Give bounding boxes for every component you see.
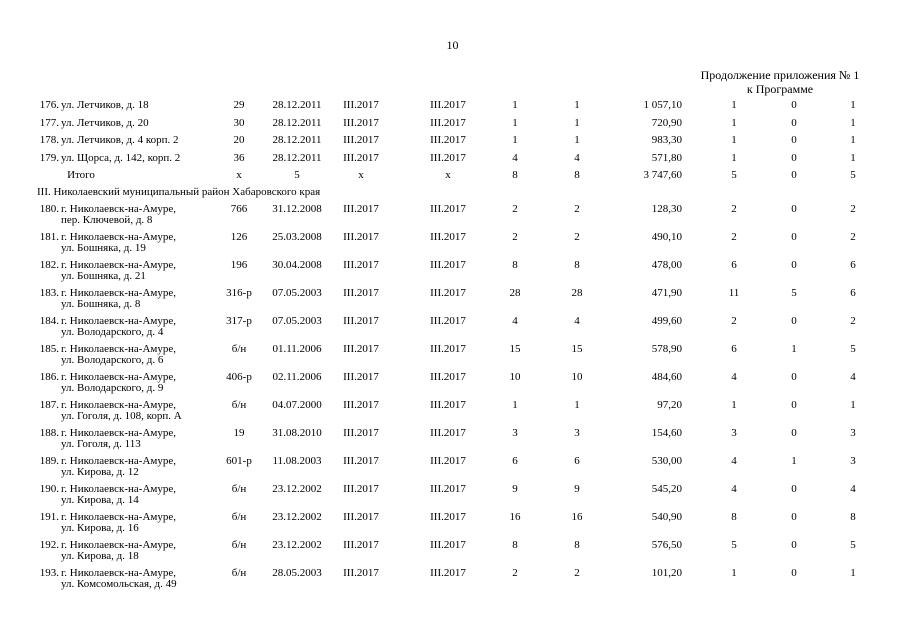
cell-doc-number: 20 <box>233 134 245 146</box>
cell-count-x: 2 <box>731 203 737 215</box>
cell-count-z: 1 <box>850 567 856 579</box>
address-line: ул. Володарского, д. 9 <box>61 382 164 394</box>
cell-doc-number: 766 <box>230 203 248 215</box>
cell-doc-date: 31.08.2010 <box>272 427 322 439</box>
cell-count-a: 28 <box>509 287 521 299</box>
cell-address <box>61 540 221 562</box>
cell-row-number: 182. <box>39 259 59 271</box>
cell-plan-start: III.2017 <box>343 203 379 215</box>
cell-count-x: 2 <box>731 231 737 243</box>
cell-count-z: 1 <box>850 116 856 129</box>
cell-plan-start: III.2017 <box>343 259 379 271</box>
cell-doc-date: 30.04.2008 <box>272 259 322 271</box>
cell-area: 490,10 <box>651 231 682 243</box>
cell-count-b: 28 <box>571 287 583 299</box>
cell-doc-number: 19 <box>233 427 245 439</box>
cell-count-y: 0 <box>791 116 797 129</box>
cell-plan-end: III.2017 <box>430 343 466 355</box>
cell-count-a: 2 <box>512 567 518 579</box>
cell-count-y: 0 <box>791 427 797 439</box>
cell-doc-number: б/н <box>231 539 247 551</box>
address-line: ул. Гоголя, д. 113 <box>61 438 141 450</box>
cell-count-a: 16 <box>509 511 521 523</box>
cell-plan-start: III.2017 <box>343 483 379 495</box>
cell-count-b: 6 <box>574 455 580 467</box>
cell-plan-end: III.2017 <box>430 399 466 411</box>
cell-count-b: 1 <box>574 399 580 411</box>
cell-doc-number: б/н <box>231 343 247 355</box>
cell-doc-number: б/н <box>231 483 247 495</box>
cell-count-z: 3 <box>850 455 856 467</box>
cell-count-y: 0 <box>791 259 797 271</box>
cell-row-number: 176. <box>39 99 59 111</box>
cell-count-b: 15 <box>571 343 583 355</box>
cell-plan-start: III.2017 <box>343 455 379 467</box>
cell-plan-start: III.2017 <box>343 99 379 111</box>
cell-count-z: 6 <box>850 259 856 271</box>
cell-plan-end: III.2017 <box>430 427 466 439</box>
cell-plan-start: III.2017 <box>343 287 379 299</box>
cell-area: 1 057,10 <box>643 99 682 111</box>
cell-doc-number: 126 <box>230 231 248 243</box>
cell-doc-date: 11.08.2003 <box>272 455 322 467</box>
cell-row-number: 187. <box>39 399 59 411</box>
cell-address <box>61 135 221 146</box>
cell-address <box>61 100 221 111</box>
cell-doc-number: б/н <box>231 399 247 411</box>
cell-count-y: 0 <box>791 399 797 411</box>
cell-plan-start: III.2017 <box>343 231 379 243</box>
cell-count-y: 0 <box>791 539 797 551</box>
address-line: ул. Володарского, д. 4 <box>61 326 164 338</box>
cell-count-y: 5 <box>791 287 797 299</box>
cell-count-a: 8 <box>512 539 518 551</box>
cell-count-z: 1 <box>850 399 856 411</box>
cell-doc-date: 28.05.2003 <box>272 567 322 579</box>
cell-count-y: 0 <box>791 99 797 111</box>
cell-plan-end: III.2017 <box>430 511 466 523</box>
cell-count-b: 2 <box>574 231 580 243</box>
cell-doc-number: х <box>236 169 242 181</box>
cell-count-z: 2 <box>850 231 856 243</box>
cell-plan-end: III.2017 <box>430 315 466 327</box>
cell-count-y: 1 <box>791 455 797 467</box>
cell-plan-end: х <box>445 169 451 181</box>
address-line: г. Николаевск-на-Амуре, <box>61 259 176 271</box>
address-line: ул. Бошняка, д. 8 <box>61 298 141 310</box>
cell-plan-end: III.2017 <box>430 455 466 467</box>
address-line: г. Николаевск-на-Амуре, <box>61 203 176 215</box>
cell-doc-date: 23.12.2002 <box>272 539 322 551</box>
cell-plan-end: III.2017 <box>430 483 466 495</box>
cell-doc-date: 28.12.2011 <box>272 116 322 129</box>
cell-count-z: 1 <box>850 134 856 146</box>
address-line: г. Николаевск-на-Амуре, <box>61 427 176 439</box>
cell-count-z: 4 <box>850 371 856 383</box>
cell-count-b: 4 <box>574 315 580 327</box>
cell-address <box>61 260 221 282</box>
cell-count-b: 1 <box>574 99 580 111</box>
cell-row-number: 181. <box>39 231 59 243</box>
cell-count-b: 10 <box>571 371 583 383</box>
appendix-caption-line1: Продолжение приложения № 1 <box>700 68 860 82</box>
cell-doc-number: 316-р <box>226 287 252 299</box>
cell-address <box>61 288 221 310</box>
cell-plan-end: III.2017 <box>430 203 466 215</box>
cell-count-b: 3 <box>574 427 580 439</box>
cell-count-x: 5 <box>731 169 737 181</box>
cell-count-x: 1 <box>731 116 737 129</box>
cell-row-number: 184. <box>39 315 59 327</box>
cell-doc-date: 25.03.2008 <box>272 231 322 243</box>
cell-row-number: 188. <box>39 427 59 439</box>
cell-count-b: 1 <box>574 134 580 146</box>
cell-plan-start: х <box>358 169 364 181</box>
cell-plan-start: III.2017 <box>343 427 379 439</box>
cell-row-number: 192. <box>39 539 59 551</box>
cell-plan-end: III.2017 <box>430 371 466 383</box>
cell-doc-number: 317-р <box>226 315 252 327</box>
cell-count-y: 0 <box>791 511 797 523</box>
address-line: г. Николаевск-на-Амуре, <box>61 539 176 551</box>
address-line: ул. Кирова, д. 14 <box>61 494 139 506</box>
address-line: г. Николаевск-на-Амуре, <box>61 567 176 579</box>
cell-doc-date: 28.12.2011 <box>272 134 322 146</box>
cell-area: 478,00 <box>651 259 682 271</box>
address-line: ул. Кирова, д. 18 <box>61 550 139 562</box>
cell-plan-start: III.2017 <box>343 399 379 411</box>
cell-count-x: 8 <box>731 511 737 523</box>
cell-area: 545,20 <box>651 483 682 495</box>
cell-address <box>61 316 221 338</box>
cell-doc-number: б/н <box>231 511 247 523</box>
cell-area: 720,90 <box>651 116 682 129</box>
cell-row-number: 177. <box>39 116 59 129</box>
address-line: г. Николаевск-на-Амуре, <box>61 315 176 327</box>
cell-address <box>61 484 221 506</box>
cell-plan-start: III.2017 <box>343 567 379 579</box>
section-title: III. Николаевский муниципальный район Хабаровского края <box>37 186 321 198</box>
address-line: г. Николаевск-на-Амуре, <box>61 483 176 495</box>
cell-address <box>61 568 221 590</box>
cell-plan-start: III.2017 <box>343 134 379 146</box>
cell-area: 576,50 <box>651 539 682 551</box>
cell-count-y: 0 <box>791 371 797 383</box>
cell-count-a: 1 <box>512 116 518 129</box>
cell-plan-end: III.2017 <box>430 134 466 146</box>
cell-doc-date: 31.12.2008 <box>272 203 322 215</box>
cell-count-y: 0 <box>791 231 797 243</box>
cell-count-y: 0 <box>791 567 797 579</box>
cell-count-b: 8 <box>574 259 580 271</box>
cell-count-a: 15 <box>509 343 521 355</box>
cell-area: 3 747,60 <box>643 169 682 181</box>
address-line: г. Николаевск-на-Амуре, <box>61 455 176 467</box>
cell-area: 540,90 <box>651 511 682 523</box>
cell-count-z: 2 <box>850 203 856 215</box>
cell-count-z: 5 <box>850 539 856 551</box>
cell-plan-end: III.2017 <box>430 231 466 243</box>
address-line: ул. Летчиков, д. 18 <box>61 99 149 111</box>
cell-row-number: 179. <box>39 151 59 164</box>
address-line: г. Николаевск-на-Амуре, <box>61 371 176 383</box>
cell-count-a: 1 <box>512 399 518 411</box>
cell-area: 578,90 <box>651 343 682 355</box>
cell-plan-start: III.2017 <box>343 343 379 355</box>
address-line: г. Николаевск-на-Амуре, <box>61 231 176 243</box>
cell-doc-number: 601-р <box>226 455 252 467</box>
cell-doc-number: 36 <box>233 151 245 164</box>
cell-count-a: 8 <box>512 169 518 181</box>
total-label: Итого <box>67 169 95 181</box>
cell-count-y: 0 <box>791 169 797 181</box>
cell-row-number: 191. <box>39 511 59 523</box>
cell-area: 983,30 <box>651 134 682 146</box>
cell-plan-end: III.2017 <box>430 287 466 299</box>
cell-doc-number: 196 <box>230 259 248 271</box>
cell-plan-start: III.2017 <box>343 511 379 523</box>
cell-row-number: 190. <box>39 483 59 495</box>
cell-count-x: 1 <box>731 134 737 146</box>
address-line: пер. Ключевой, д. 8 <box>61 214 153 226</box>
cell-doc-date: 02.11.2006 <box>272 371 322 383</box>
cell-count-y: 0 <box>791 483 797 495</box>
address-line: г. Николаевск-на-Амуре, <box>61 399 176 411</box>
cell-count-a: 4 <box>512 315 518 327</box>
cell-count-x: 1 <box>731 151 737 164</box>
cell-count-y: 0 <box>791 151 797 164</box>
cell-doc-date: 07.05.2003 <box>272 315 322 327</box>
cell-count-x: 3 <box>731 427 737 439</box>
cell-doc-date: 04.07.2000 <box>272 399 322 411</box>
cell-area: 484,60 <box>651 371 682 383</box>
cell-plan-start: III.2017 <box>343 315 379 327</box>
cell-count-b: 4 <box>574 151 580 164</box>
cell-address <box>61 428 221 450</box>
cell-area: 97,20 <box>657 399 682 411</box>
cell-doc-date: 07.05.2003 <box>272 287 322 299</box>
cell-count-a: 4 <box>512 151 518 164</box>
cell-count-z: 5 <box>850 343 856 355</box>
cell-address <box>61 344 221 366</box>
cell-count-a: 3 <box>512 427 518 439</box>
cell-count-z: 3 <box>850 427 856 439</box>
cell-count-z: 5 <box>850 169 856 181</box>
address-line: ул. Кирова, д. 12 <box>61 466 139 478</box>
cell-address <box>61 118 221 129</box>
cell-doc-date: 5 <box>294 169 300 181</box>
address-line: ул. Бошняка, д. 21 <box>61 270 146 282</box>
cell-count-x: 4 <box>731 371 737 383</box>
cell-count-x: 1 <box>731 99 737 111</box>
cell-area: 128,30 <box>651 203 682 215</box>
cell-count-a: 10 <box>509 371 521 383</box>
cell-count-x: 2 <box>731 315 737 327</box>
cell-address <box>61 400 221 422</box>
cell-row-number: 189. <box>39 455 59 467</box>
cell-count-a: 9 <box>512 483 518 495</box>
cell-address <box>61 153 221 164</box>
cell-doc-number: 406-р <box>226 371 252 383</box>
cell-count-b: 2 <box>574 203 580 215</box>
cell-count-x: 1 <box>731 567 737 579</box>
cell-doc-date: 23.12.2002 <box>272 483 322 495</box>
cell-count-b: 16 <box>571 511 583 523</box>
cell-row-number: 183. <box>39 287 59 299</box>
cell-doc-date: 28.12.2011 <box>272 151 322 164</box>
cell-plan-start: III.2017 <box>343 151 379 164</box>
cell-count-z: 6 <box>850 287 856 299</box>
cell-doc-date: 23.12.2002 <box>272 511 322 523</box>
page-number: 10 <box>446 38 459 52</box>
cell-area: 530,00 <box>651 455 682 467</box>
address-line: ул. Бошняка, д. 19 <box>61 242 146 254</box>
cell-count-b: 8 <box>574 539 580 551</box>
cell-doc-number: 29 <box>233 99 245 111</box>
address-line: ул. Щорса, д. 142, корп. 2 <box>61 151 181 164</box>
cell-count-x: 4 <box>731 483 737 495</box>
cell-plan-start: III.2017 <box>343 371 379 383</box>
cell-count-x: 6 <box>731 343 737 355</box>
cell-count-b: 2 <box>574 567 580 579</box>
cell-area: 499,60 <box>651 315 682 327</box>
cell-area: 101,20 <box>651 567 682 579</box>
cell-address <box>61 204 221 226</box>
cell-count-z: 8 <box>850 511 856 523</box>
cell-row-number: 185. <box>39 343 59 355</box>
cell-area: 471,90 <box>651 287 682 299</box>
address-line: ул. Гоголя, д. 108, корп. А <box>61 410 182 422</box>
cell-count-x: 5 <box>731 539 737 551</box>
cell-area: 154,60 <box>651 427 682 439</box>
address-line: ул. Летчиков, д. 20 <box>61 116 149 129</box>
cell-count-y: 0 <box>791 203 797 215</box>
appendix-caption-line2: к Программе <box>746 82 814 96</box>
address-line: ул. Кирова, д. 16 <box>61 522 139 534</box>
cell-plan-end: III.2017 <box>430 99 466 111</box>
address-line: г. Николаевск-на-Амуре, <box>61 511 176 523</box>
cell-count-a: 8 <box>512 259 518 271</box>
address-line: ул. Летчиков, д. 4 корп. 2 <box>61 134 179 146</box>
cell-count-b: 8 <box>574 169 580 181</box>
address-line: ул. Володарского, д. 6 <box>61 354 164 366</box>
cell-count-y: 0 <box>791 315 797 327</box>
cell-plan-end: III.2017 <box>430 151 466 164</box>
cell-count-x: 4 <box>731 455 737 467</box>
cell-count-x: 11 <box>728 287 740 299</box>
cell-plan-end: III.2017 <box>430 116 466 129</box>
cell-row-number: 186. <box>39 371 59 383</box>
address-line: ул. Комсомольская, д. 49 <box>61 578 177 590</box>
cell-count-z: 1 <box>850 151 856 164</box>
cell-count-y: 1 <box>791 343 797 355</box>
cell-plan-end: III.2017 <box>430 539 466 551</box>
cell-count-a: 1 <box>512 134 518 146</box>
cell-count-x: 1 <box>731 399 737 411</box>
cell-plan-start: III.2017 <box>343 116 379 129</box>
cell-plan-end: III.2017 <box>430 259 466 271</box>
cell-address <box>61 232 221 254</box>
cell-row-number: 178. <box>39 134 59 146</box>
cell-row-number: 193. <box>39 567 59 579</box>
cell-row-number: 180. <box>39 203 59 215</box>
cell-count-y: 0 <box>791 134 797 146</box>
cell-area: 571,80 <box>651 151 682 164</box>
cell-address <box>61 372 221 394</box>
cell-count-z: 2 <box>850 315 856 327</box>
cell-count-a: 6 <box>512 455 518 467</box>
cell-count-a: 1 <box>512 99 518 111</box>
cell-count-z: 1 <box>850 99 856 111</box>
cell-doc-date: 01.11.2006 <box>272 343 322 355</box>
cell-count-a: 2 <box>512 231 518 243</box>
cell-doc-number: 30 <box>233 116 245 129</box>
cell-plan-start: III.2017 <box>343 539 379 551</box>
cell-count-b: 1 <box>574 116 580 129</box>
cell-address <box>61 456 221 478</box>
cell-plan-end: III.2017 <box>430 567 466 579</box>
cell-doc-date: 28.12.2011 <box>272 99 322 111</box>
address-line: г. Николаевск-на-Амуре, <box>61 287 176 299</box>
cell-count-x: 6 <box>731 259 737 271</box>
cell-count-b: 9 <box>574 483 580 495</box>
cell-count-a: 2 <box>512 203 518 215</box>
cell-address <box>61 512 221 534</box>
cell-doc-number: б/н <box>231 567 247 579</box>
cell-count-z: 4 <box>850 483 856 495</box>
address-line: г. Николаевск-на-Амуре, <box>61 343 176 355</box>
